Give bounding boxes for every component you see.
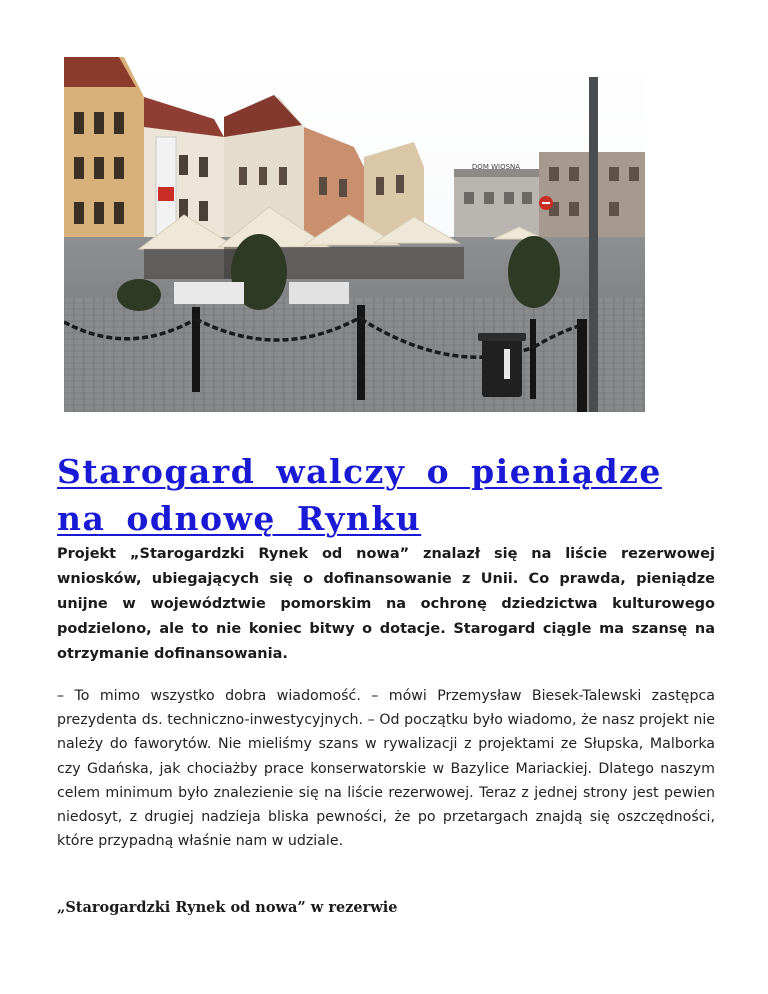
market-square-photo bbox=[64, 57, 645, 412]
article-title-link[interactable]: Starogard walczy o pieniądze na odnowę Rynku bbox=[57, 452, 662, 538]
facade-sign: DOM WIOSNA bbox=[471, 163, 521, 171]
market-square-illustration bbox=[64, 57, 645, 412]
article-paragraph: – To mimo wszystko dobra wiadomość. – mówi Przemysław Biesek-Talewski zastępca prezydenta ds. techniczno-inwestycyjnych. – Od początku było wiadomo, że nasz projekt nie należy do faworytów. Nie mieliśmy szans w rywalizacji z projektami ze Słupska, Malborka czy Gdańska, jak chociażby prace konserwatorskie w Bazylice Mariackiej. Dlatego naszym celem minimum było znalezienie się na liście rezerwowej. Teraz z jednej strony jest pewien niedosyt, z drugiej nadzieja bliska pewności, że po przetargach znajdą się oszczędności, które przypadną właśnie nam w udziale. bbox=[57, 688, 715, 850]
article-subheading: „Starogardzki Rynek od nowa” w rezerwie bbox=[57, 899, 398, 916]
article-title bbox=[57, 448, 717, 542]
article-lead: Projekt „Starogardzki Rynek od nowa” znalazł się na liście rezerwowej wniosków, ubiegających się o dofinansowanie z Unii. Co prawda, pieniądze unijne w województwie pomorskim na ochronę dziedzictwa kulturowego podzielono, ale to nie koniec bitwy o dotacje. Starogard ciągle ma szansę na otrzymanie dofinansowania. bbox=[57, 546, 715, 662]
